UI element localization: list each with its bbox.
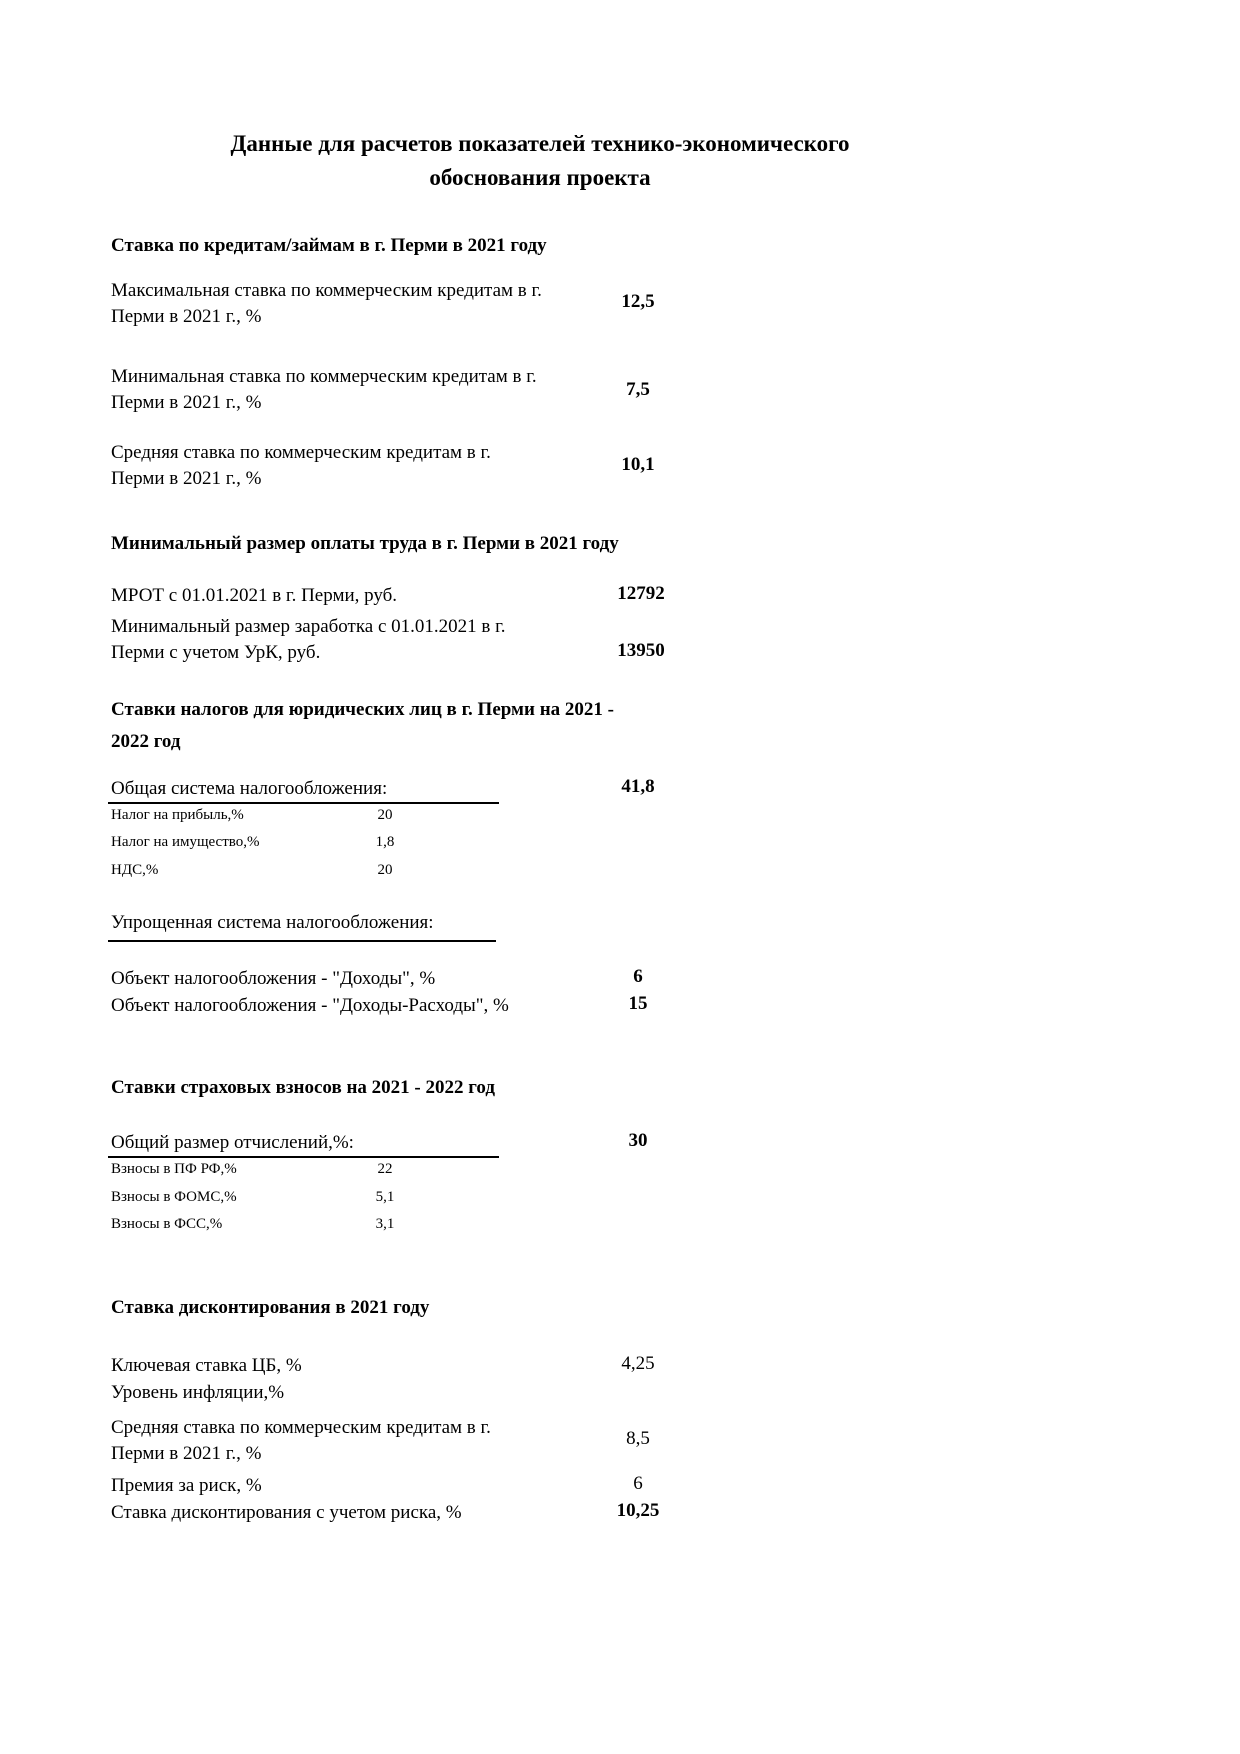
insurance-item-value: 5,1 xyxy=(375,1189,395,1205)
income-tax-label: Объект налогообложения - "Доходы", % xyxy=(111,968,436,989)
avg-rate-value: 10,1 xyxy=(621,454,655,475)
min-wage-label-line1: Минимальный размер заработка с 01.01.2021 в г. xyxy=(111,616,506,637)
discount-rate-label: Ставка дисконтирования с учетом риска, % xyxy=(111,1502,462,1523)
wage-heading: Минимальный размер оплаты труда в г. Перми в 2021 году xyxy=(111,533,619,554)
tax-item-label: НДС,% xyxy=(111,862,159,878)
avg-rate-label xyxy=(111,440,631,492)
insurance-item-value: 22 xyxy=(377,1161,393,1177)
tax-heading xyxy=(111,694,614,758)
credit-heading: Ставка по кредитам/займам в г. Перми в 2021 году xyxy=(111,235,547,256)
inflation-label: Уровень инфляции,% xyxy=(111,1382,285,1403)
mrot-label: МРОТ с 01.01.2021 в г. Перми, руб. xyxy=(111,585,398,606)
page-title-line2: обоснования проекта xyxy=(429,165,651,190)
discount-avg-rate-label xyxy=(111,1415,631,1467)
key-rate-value: 4,25 xyxy=(621,1353,655,1374)
page-title xyxy=(120,127,960,195)
general-tax-value: 41,8 xyxy=(621,776,655,797)
insurance-total-value: 30 xyxy=(628,1130,648,1151)
discount-avg-rate-label-line2: Перми в 2021 г., % xyxy=(111,1443,262,1464)
tax-item-label: Налог на имущество,% xyxy=(111,834,260,850)
avg-rate-label-line1: Средняя ставка по коммерческим кредитам в г. xyxy=(111,442,491,463)
discount-avg-rate-label-line1: Средняя ставка по коммерческим кредитам в г. xyxy=(111,1417,491,1438)
discount-avg-rate-value: 8,5 xyxy=(626,1428,650,1449)
page-title-line1: Данные для расчетов показателей технико-экономического xyxy=(230,131,850,156)
insurance-total-label: Общий размер отчислений,%: xyxy=(108,1130,499,1158)
min-wage-label xyxy=(111,614,631,666)
income-expense-tax-value: 15 xyxy=(628,993,648,1014)
min-rate-value: 7,5 xyxy=(626,379,650,400)
max-rate-value: 12,5 xyxy=(621,291,655,312)
tax-heading-line2: 2022 год xyxy=(111,731,181,752)
min-rate-label-line1: Минимальная ставка по коммерческим кредитам в г. xyxy=(111,366,537,387)
avg-rate-label-line2: Перми в 2021 г., % xyxy=(111,468,262,489)
key-rate-label: Ключевая ставка ЦБ, % xyxy=(111,1355,302,1376)
tax-heading-line1: Ставки налогов для юридических лиц в г. Перми на 2021 - xyxy=(111,699,614,720)
general-tax-label: Общая система налогообложения: xyxy=(108,776,499,804)
max-rate-label-line2: Перми в 2021 г., % xyxy=(111,306,262,327)
insurance-item-label: Взносы в ФОМС,% xyxy=(111,1189,237,1205)
insurance-item-value: 3,1 xyxy=(375,1216,395,1232)
tax-item-label: Налог на прибыль,% xyxy=(111,807,244,823)
insurance-heading: Ставки страховых взносов на 2021 - 2022 год xyxy=(111,1077,495,1098)
tax-item-value: 20 xyxy=(377,807,393,823)
mrot-value: 12792 xyxy=(617,583,665,604)
income-tax-value: 6 xyxy=(633,966,643,987)
income-expense-tax-label: Объект налогообложения - "Доходы-Расходы", % xyxy=(111,995,509,1016)
tax-item-value: 1,8 xyxy=(375,834,395,850)
min-rate-label-line2: Перми в 2021 г., % xyxy=(111,392,262,413)
min-rate-label xyxy=(111,364,631,416)
insurance-item-label: Взносы в ПФ РФ,% xyxy=(111,1161,237,1177)
tax-item-value: 20 xyxy=(377,862,393,878)
min-wage-value: 13950 xyxy=(617,640,665,661)
risk-premium-value: 6 xyxy=(633,1473,643,1494)
discount-heading: Ставка дисконтирования в 2021 году xyxy=(111,1297,430,1318)
simplified-tax-label: Упрощенная система налогообложения: xyxy=(108,910,496,942)
risk-premium-label: Премия за риск, % xyxy=(111,1475,262,1496)
min-wage-label-line2: Перми с учетом УрК, руб. xyxy=(111,642,321,663)
discount-rate-value: 10,25 xyxy=(616,1500,660,1521)
insurance-item-label: Взносы в ФСС,% xyxy=(111,1216,223,1232)
max-rate-label-line1: Максимальная ставка по коммерческим кредитам в г. xyxy=(111,280,542,301)
max-rate-label xyxy=(111,278,631,330)
